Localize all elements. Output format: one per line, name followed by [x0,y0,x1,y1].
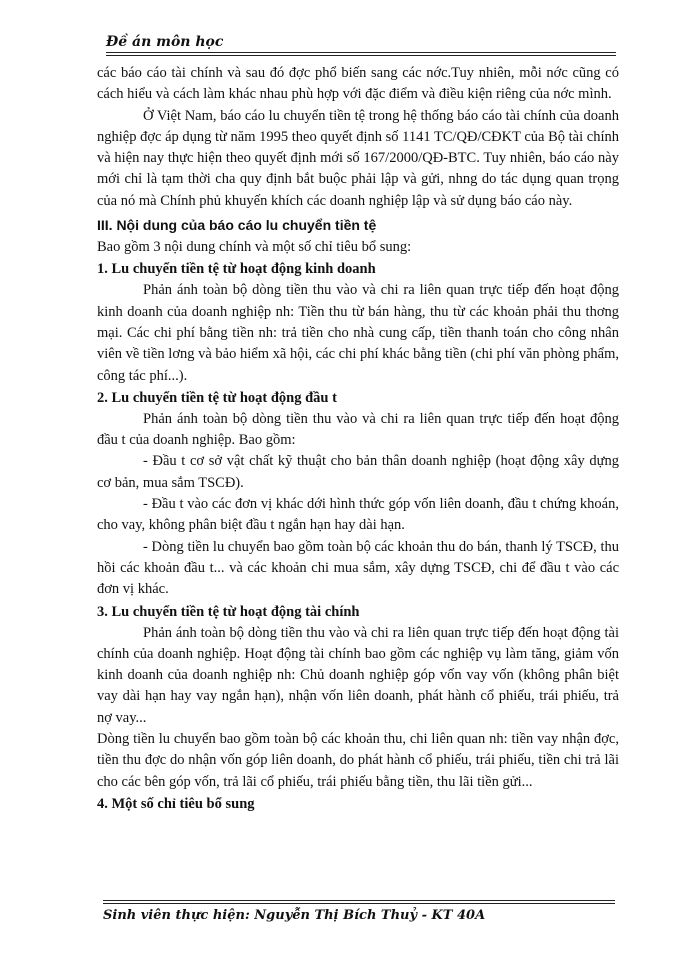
list-item: - Dòng tiền lu chuyển bao gồm toàn bộ các khoản thu do bán, thanh lý TSCĐ, thu hồi các khoản đầu t... và các khoản chi mua sắm, xây dựng TSCĐ, chi để đầu t vào các đơn vị khác. [97,538,619,598]
footer-author: Sinh viên thực hiện: Nguyễn Thị Bích Thuỷ - KT 40A [103,908,486,923]
section-heading: III. Nội dung của báo cáo lu chuyển tiền tệ [97,217,377,234]
paragraph: Ở Việt Nam, báo cáo lu chuyển tiền tệ trong hệ thống báo cáo tài chính của doanh nghiệp đợc áp dụng từ năm 1995 theo quyết định số 1141 TC/QĐ/CĐKT của Bộ tài chính và hiện nay thực hiện theo quyết định mới số 167/2000/QĐ-BTC. Tuy nhiên, báo cáo này mới chỉ là tạm thời cha quy định bắt buộc phải lập và gửi, nhng do tác dụng quan trọng của nó mà Chính phủ khuyến khích các doanh nghiệp lập và sử dụng báo cáo này. [97,107,619,209]
paragraph: các báo cáo tài chính và sau đó đợc phổ biến sang các nớc.Tuy nhiên, mỗi nớc cũng có cách hiểu và cách làm khác nhau phù hợp với đặc điểm và điều kiện riêng của nớc mình. [97,65,619,103]
paragraph: Bao gồm 3 nội dung chính và một số chỉ tiêu bổ sung: [97,239,412,256]
footer-rule [103,900,615,904]
paragraph: Phản ánh toàn bộ dòng tiền thu vào và chi ra liên quan trực tiếp đến hoạt động tài chính của doanh nghiệp. Hoạt động tài chính bao gồm các nghiệp vụ làm tăng, giảm vốn kinh doanh của doanh nghiệp nh: Chủ doanh nghiệp góp vốn vay vốn (không phân biệt vay dài hạn hay vay ngắn hạn), nhận vốn liên doanh, phát hành cổ phiếu, trái phiếu, trả nợ vay... [97,624,619,726]
list-item: - Đầu t cơ sở vật chất kỹ thuật cho bản thân doanh nghiệp (hoạt động xây dựng cơ bản, mua sắm TSCĐ). [97,453,619,491]
subsection-heading: 4. Một số chỉ tiêu bổ sung [97,795,255,812]
list-item: - Đầu t vào các đơn vị khác dới hình thức góp vốn liên doanh, đầu t chứng khoán, cho vay, không phân biệt đầu t ngắn hạn hay dài hạn. [97,496,619,534]
page-header [106,34,616,50]
subsection-heading: 3. Lu chuyển tiền tệ từ hoạt động tài chính [97,603,360,620]
header-title: Đề án môn học [106,34,224,50]
paragraph: Phản ánh toàn bộ dòng tiền thu vào và chi ra liên quan trực tiếp đến hoạt động đầu t của doanh nghiệp. Bao gồm: [97,410,619,449]
paragraph: Phản ánh toàn bộ dòng tiền thu vào và chi ra liên quan trực tiếp đến hoạt động kinh doanh của doanh nghiệp nh: Tiền thu từ bán hàng, thu từ các khoản phải thu thơng mại. Các chi phí bằng tiền nh: trả tiền cho nhà cung cấp, tiền thanh toán cho công nhân viên về tiền lơng và bảo hiểm xã hội, các chi phí khác bằng tiền (chi phí văn phòng phẩm, công tác phí...). [97,282,619,384]
subsection-heading: 2. Lu chuyển tiền tệ từ hoạt động đầu t [97,389,337,406]
document-body [97,63,619,815]
paragraph: Dòng tiền lu chuyển bao gồm toàn bộ các khoản thu, chi liên quan nh: tiền vay nhận đợc, tiền thu đợc do nhận vốn góp liên doanh, do phát hành cổ phiếu, trái phiếu, tiền chi trả lãi cho các bên góp vốn, trả lãi cổ phiếu, trái phiếu bằng tiền, thu lãi tiền gửi... [97,731,619,790]
subsection-heading: 1. Lu chuyển tiền tệ từ hoạt động kinh doanh [97,261,376,278]
header-rule [106,52,616,56]
